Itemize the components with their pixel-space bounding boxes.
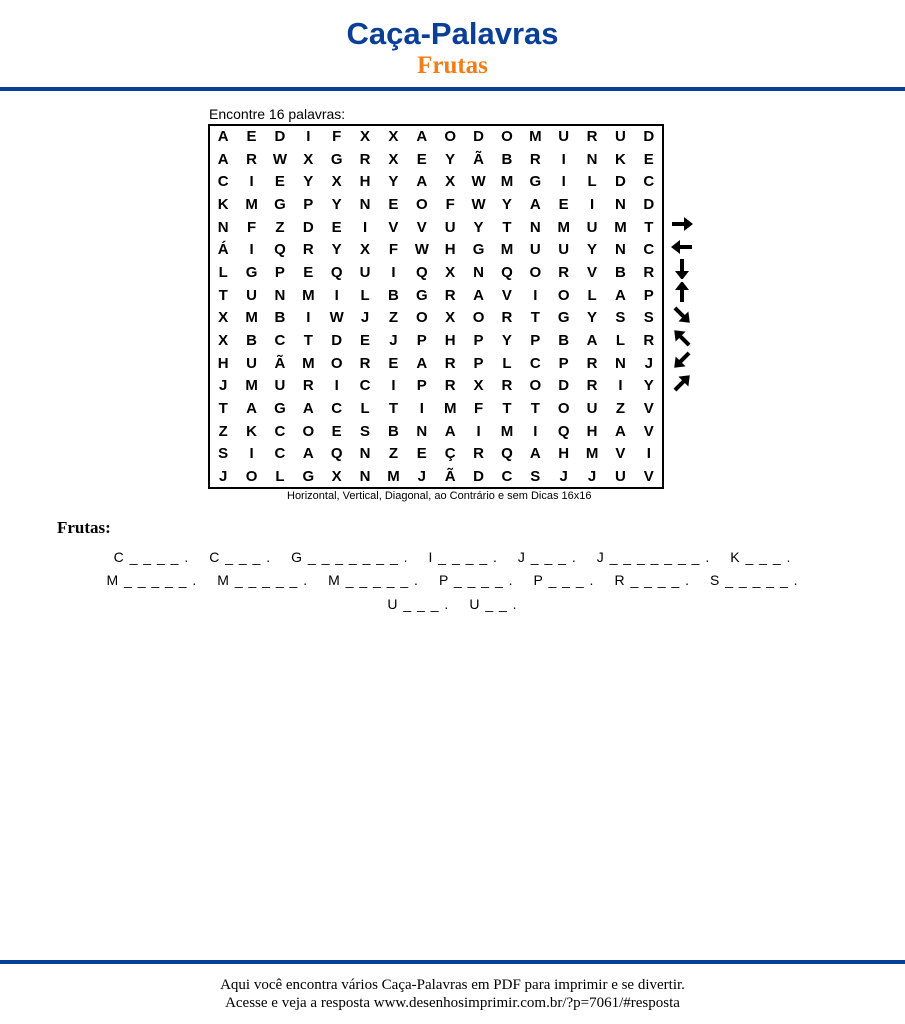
grid-cell[interactable]: J — [417, 468, 426, 486]
grid-cell[interactable]: R — [501, 377, 513, 395]
grid-cell[interactable]: C — [359, 377, 371, 395]
grid-cell[interactable]: X — [388, 150, 399, 168]
clue-word: K _ _ _ . — [730, 549, 792, 565]
grid-cell[interactable]: A — [586, 332, 598, 350]
grid-cell[interactable]: T — [303, 332, 313, 350]
grid-cell[interactable]: F — [445, 195, 455, 213]
grid-cell[interactable]: Q — [274, 241, 286, 259]
grid-cell[interactable]: R — [359, 150, 371, 168]
grid-cell[interactable]: E — [303, 263, 314, 281]
grid-cell[interactable]: G — [330, 150, 343, 168]
grid-cell[interactable]: L — [502, 354, 512, 372]
grid-cell[interactable]: Y — [501, 195, 512, 213]
grid-cell[interactable]: R — [444, 377, 456, 395]
page-title: Caça-Palavras — [346, 16, 559, 51]
grid-cell[interactable]: Y — [388, 173, 399, 191]
grid-cell[interactable]: D — [558, 377, 570, 395]
grid-cell[interactable]: Q — [501, 445, 513, 463]
grid-cell[interactable]: T — [644, 218, 654, 236]
grid-cell[interactable]: N — [615, 241, 626, 259]
grid-cell[interactable]: N — [586, 150, 598, 168]
word-search-grid — [209, 125, 663, 488]
grid-cell[interactable]: B — [388, 286, 399, 304]
grid-cell[interactable]: J — [587, 468, 597, 486]
grid-cell[interactable]: N — [359, 195, 371, 213]
grid-cell[interactable]: V — [643, 468, 654, 486]
grid-cell[interactable]: M — [529, 127, 542, 145]
clue-word: P _ _ _ . — [533, 572, 595, 588]
grid-cell[interactable]: C — [274, 332, 286, 350]
grid-cell[interactable]: Y — [331, 241, 342, 259]
grid-cell[interactable]: E — [558, 195, 569, 213]
grid-cell[interactable]: M — [500, 241, 514, 259]
clue-word: J _ _ _ . — [517, 549, 577, 565]
grid-cell[interactable]: R — [586, 127, 598, 145]
grid-cell[interactable]: A — [246, 400, 257, 418]
grid-cell[interactable]: B — [246, 332, 257, 350]
grid-cell[interactable]: G — [415, 286, 428, 304]
grid-cell[interactable]: N — [416, 422, 428, 440]
grid-cell[interactable]: T — [502, 218, 512, 236]
grid-cell[interactable]: N — [473, 263, 484, 281]
grid-cell[interactable]: F — [388, 241, 399, 259]
clue-line — [0, 571, 905, 589]
grid-cell[interactable]: X — [360, 241, 371, 259]
clue-line — [0, 595, 905, 613]
grid-cell[interactable]: I — [533, 422, 538, 440]
grid-cell[interactable]: U — [615, 127, 626, 145]
grid-cell[interactable]: H — [444, 241, 456, 259]
grid-cell[interactable]: I — [249, 241, 254, 259]
grid-cell[interactable]: Y — [303, 173, 314, 191]
grid-cell[interactable]: E — [388, 195, 399, 213]
grid-cell[interactable]: J — [389, 332, 398, 350]
grid-cell[interactable]: H — [586, 422, 598, 440]
grid-cell[interactable]: Z — [388, 445, 399, 463]
grid-cell[interactable]: Q — [330, 263, 343, 281]
clue-line — [0, 548, 905, 566]
grid-cell[interactable]: E — [274, 173, 285, 191]
page-subtitle: Frutas — [417, 52, 488, 79]
grid-cell[interactable]: E — [388, 354, 399, 372]
grid-cell[interactable]: I — [334, 377, 339, 395]
arrow-right-icon — [668, 214, 696, 234]
grid-cell[interactable]: F — [473, 400, 484, 418]
grid-cell[interactable]: Q — [415, 263, 428, 281]
grid-cell[interactable]: U — [586, 218, 598, 236]
grid-cell[interactable]: X — [331, 468, 342, 486]
grid-cell[interactable]: F — [246, 218, 257, 236]
grid-cell[interactable]: A — [473, 286, 484, 304]
grid-cell[interactable]: X — [473, 377, 484, 395]
grid-cell[interactable]: B — [274, 309, 286, 327]
grid-cell[interactable]: V — [615, 445, 626, 463]
grid-cell[interactable]: U — [246, 286, 257, 304]
grid-cell[interactable]: E — [246, 127, 257, 145]
grid-cell[interactable]: B — [558, 332, 570, 350]
grid-cell[interactable]: R — [643, 263, 655, 281]
grid-cell[interactable]: Ç — [444, 445, 456, 463]
grid-cell[interactable]: Z — [615, 400, 626, 418]
grid-cell[interactable]: G — [302, 468, 315, 486]
grid-cell[interactable]: V — [643, 422, 654, 440]
grid-cell[interactable]: A — [302, 400, 314, 418]
grid-cell[interactable]: A — [444, 422, 456, 440]
grid-cell[interactable]: Y — [587, 241, 598, 259]
grid-cell[interactable]: J — [559, 468, 568, 486]
grid-cell[interactable]: C — [217, 173, 229, 191]
grid-cell[interactable]: J — [360, 309, 370, 327]
grid-cell[interactable]: D — [615, 173, 626, 191]
grid-cell[interactable]: U — [558, 127, 570, 145]
grid-cell[interactable]: O — [302, 422, 315, 440]
arrow-up-right-icon — [668, 373, 696, 393]
grid-cell[interactable]: Z — [275, 218, 285, 236]
grid-cell[interactable]: X — [218, 332, 229, 350]
grid-cell[interactable]: R — [444, 354, 456, 372]
arrow-up-left-icon — [668, 328, 696, 348]
grid-cell[interactable]: O — [245, 468, 258, 486]
grid-cell[interactable]: X — [331, 173, 342, 191]
grid-cell[interactable]: O — [472, 309, 485, 327]
grid-cell[interactable]: I — [249, 445, 254, 463]
grid-cell[interactable]: S — [218, 445, 229, 463]
grid-cell[interactable]: P — [303, 195, 314, 213]
grid-cell[interactable]: I — [391, 377, 396, 395]
clue-word: I _ _ _ _ . — [428, 549, 498, 565]
grid-cell[interactable]: D — [473, 468, 484, 486]
grid-cell[interactable]: Y — [587, 309, 598, 327]
clue-word: U _ _ _ . — [387, 596, 450, 612]
grid-cell[interactable]: A — [615, 422, 626, 440]
grid-cell[interactable]: Y — [473, 218, 484, 236]
grid-cell[interactable]: R — [586, 354, 598, 372]
footer-line-2: Acesse e veja a resposta www.desenhosimprimir.com.br/?p=7061/#resposta — [225, 995, 680, 1011]
grid-cell[interactable]: V — [587, 263, 598, 281]
grid-cell[interactable]: M — [245, 309, 258, 327]
grid-cell[interactable]: N — [274, 286, 286, 304]
grid-cell[interactable]: M — [443, 400, 457, 418]
grid-cell[interactable]: W — [329, 309, 344, 327]
grid-cell[interactable]: Q — [330, 445, 343, 463]
grid-cell[interactable]: I — [419, 400, 424, 418]
grid-cell[interactable]: C — [274, 422, 286, 440]
clue-word: C _ _ _ . — [209, 549, 272, 565]
grid-cell[interactable]: C — [331, 400, 343, 418]
grid-cell[interactable]: A — [302, 445, 314, 463]
arrow-down-icon — [668, 259, 696, 279]
grid-cell[interactable]: N — [615, 195, 626, 213]
grid-cell[interactable]: U — [444, 218, 456, 236]
grid-cell[interactable]: X — [445, 309, 456, 327]
grid-cell[interactable]: P — [416, 332, 427, 350]
grid-cell[interactable]: U — [246, 354, 257, 372]
grid-cell[interactable]: G — [472, 241, 485, 259]
grid-cell[interactable]: Q — [557, 422, 570, 440]
grid-cell[interactable]: U — [529, 241, 541, 259]
grid-cell[interactable]: I — [561, 150, 566, 168]
clue-word: M _ _ _ _ _ . — [328, 572, 419, 588]
grid-cell[interactable]: D — [302, 218, 314, 236]
grid-cell[interactable]: R — [302, 377, 314, 395]
grid-cell[interactable]: S — [643, 309, 654, 327]
clue-word: M _ _ _ _ _ . — [217, 572, 309, 588]
grid-cell[interactable]: G — [274, 195, 286, 213]
grid-cell[interactable]: A — [416, 127, 428, 145]
clue-word: R _ _ _ _ . — [614, 572, 691, 588]
grid-cell[interactable]: O — [529, 263, 542, 281]
grid-cell[interactable]: U — [274, 377, 286, 395]
grid-cell[interactable]: X — [388, 127, 399, 145]
grid-cell[interactable]: U — [558, 241, 570, 259]
grid-cell[interactable]: P — [416, 377, 427, 395]
grid-cell[interactable]: L — [218, 263, 228, 281]
arrow-left-icon — [668, 237, 696, 257]
grid-cell[interactable]: X — [445, 173, 456, 191]
grid-cell[interactable]: J — [219, 468, 228, 486]
grid-cell[interactable]: I — [561, 173, 566, 191]
grid-cell[interactable]: D — [473, 127, 484, 145]
clue-word: P _ _ _ _ . — [438, 572, 514, 588]
grid-cell[interactable]: Y — [445, 150, 456, 168]
arrow-down-left-icon — [668, 350, 696, 370]
grid-cell[interactable]: R — [444, 286, 456, 304]
grid-cell[interactable]: I — [249, 173, 254, 191]
grid-cell[interactable]: D — [274, 127, 286, 145]
arrow-down-right-icon — [668, 305, 696, 325]
grid-cell[interactable]: V — [643, 400, 654, 418]
grid-cell[interactable]: E — [416, 150, 427, 168]
grid-cell[interactable]: R — [501, 309, 513, 327]
bottom-divider — [0, 960, 905, 964]
grid-cell[interactable]: P — [274, 263, 285, 281]
grid-cell[interactable]: P — [558, 354, 569, 372]
grid-cell[interactable]: O — [557, 286, 570, 304]
grid-cell[interactable]: R — [473, 445, 484, 463]
grid-cell[interactable]: C — [529, 354, 541, 372]
grid-cell[interactable]: G — [529, 173, 542, 191]
grid-cell[interactable]: Á — [217, 241, 229, 259]
grid-cell[interactable]: A — [416, 354, 428, 372]
grid-cell[interactable]: I — [533, 286, 538, 304]
grid-cell[interactable]: J — [644, 354, 653, 372]
grid-cell[interactable]: C — [643, 173, 655, 191]
grid-cell[interactable]: E — [416, 445, 427, 463]
grid-cell[interactable]: K — [615, 150, 626, 168]
grid-cell[interactable]: I — [306, 127, 311, 145]
grid-cell[interactable]: O — [415, 195, 428, 213]
grid-cell[interactable]: L — [615, 332, 626, 350]
grid-cell[interactable]: U — [615, 468, 626, 486]
grid-cell[interactable]: O — [415, 309, 428, 327]
grid-cell[interactable]: O — [529, 377, 542, 395]
grid-cell[interactable]: T — [530, 309, 540, 327]
grid-cell[interactable]: A — [615, 286, 626, 304]
grid-cell[interactable]: R — [302, 241, 314, 259]
grid-cell[interactable]: N — [359, 445, 371, 463]
grid-cell[interactable]: A — [529, 195, 541, 213]
grid-cell[interactable]: O — [444, 127, 457, 145]
grid-cell[interactable]: V — [388, 218, 399, 236]
clues-title: Frutas: — [57, 518, 111, 537]
grid-cell[interactable]: L — [587, 173, 597, 191]
grid-cell[interactable]: B — [615, 263, 626, 281]
grid-cell[interactable]: R — [558, 263, 570, 281]
top-divider — [0, 87, 905, 91]
grid-cell[interactable]: Y — [501, 332, 512, 350]
grid-cell[interactable]: D — [331, 332, 343, 350]
grid-cell[interactable]: V — [416, 218, 427, 236]
grid-cell[interactable]: O — [557, 400, 570, 418]
grid-cell[interactable]: T — [218, 400, 228, 418]
grid-cell[interactable]: Y — [331, 195, 342, 213]
grid-cell[interactable]: T — [388, 400, 399, 418]
puzzle-instruction: Encontre 16 palavras: — [209, 106, 346, 122]
grid-cell[interactable]: D — [643, 127, 655, 145]
grid-cell[interactable]: Ã — [444, 468, 456, 486]
grid-cell[interactable]: Q — [501, 263, 513, 281]
grid-cell[interactable]: E — [643, 150, 654, 168]
grid-cell[interactable]: Z — [218, 422, 228, 440]
grid-cell[interactable]: H — [558, 445, 570, 463]
arrow-up-icon — [668, 282, 696, 302]
grid-cell[interactable]: S — [530, 468, 541, 486]
clue-word: C _ _ _ _ . — [113, 549, 190, 565]
grid-cell[interactable]: L — [360, 286, 370, 304]
grid-cell[interactable]: T — [502, 400, 512, 418]
clue-word: S _ _ _ _ _ . — [710, 572, 799, 588]
grid-cell[interactable]: R — [643, 332, 655, 350]
grid-cell[interactable]: M — [614, 218, 627, 236]
grid-cell[interactable]: N — [359, 468, 371, 486]
grid-cell[interactable]: H — [444, 332, 456, 350]
grid-cell[interactable]: V — [501, 286, 512, 304]
grid-cell[interactable]: M — [245, 195, 258, 213]
grid-cell[interactable]: G — [557, 309, 570, 327]
grid-cell[interactable]: I — [646, 445, 651, 463]
grid-cell[interactable]: M — [302, 354, 315, 372]
grid-cell[interactable]: O — [501, 127, 513, 145]
grid-cell[interactable]: H — [359, 173, 371, 191]
grid-cell[interactable]: A — [529, 445, 541, 463]
grid-caption: Horizontal, Vertical, Diagonal, ao Contrário e sem Dicas 16x16 — [287, 490, 592, 502]
grid-cell[interactable]: M — [302, 286, 315, 304]
grid-cell[interactable]: P — [473, 332, 484, 350]
grid-cell[interactable]: Ã — [274, 354, 286, 372]
grid-cell[interactable]: R — [586, 377, 598, 395]
grid-cell[interactable]: I — [391, 263, 396, 281]
grid-cell[interactable]: P — [530, 332, 541, 350]
grid-cell[interactable]: I — [476, 422, 481, 440]
grid-cell[interactable]: E — [331, 218, 342, 236]
grid-cell[interactable]: W — [471, 173, 486, 191]
grid-cell[interactable]: G — [274, 400, 286, 418]
grid-cell[interactable]: X — [360, 127, 371, 145]
grid-cell[interactable]: R — [246, 150, 257, 168]
footer-line-1: Aqui você encontra vários Caça-Palavras em PDF para imprimir e se divertir. — [220, 977, 685, 993]
grid-cell[interactable]: H — [217, 354, 229, 372]
clue-word: J _ _ _ _ _ _ _ . — [596, 549, 711, 565]
grid-cell[interactable]: S — [360, 422, 371, 440]
grid-cell[interactable]: I — [362, 218, 368, 236]
grid-cell[interactable]: Z — [388, 309, 399, 327]
grid-cell[interactable]: L — [587, 286, 597, 304]
grid-cell[interactable]: P — [643, 286, 654, 304]
clue-word: U _ _ . — [469, 596, 518, 612]
grid-cell[interactable]: N — [615, 354, 626, 372]
grid-cell[interactable]: C — [643, 241, 655, 259]
grid-cell[interactable]: M — [500, 422, 514, 440]
grid-cell[interactable]: M — [387, 468, 400, 486]
clue-word: G _ _ _ _ _ _ _ . — [291, 549, 409, 565]
grid-cell[interactable]: D — [643, 195, 655, 213]
grid-cell[interactable]: W — [272, 150, 288, 168]
grid-cell[interactable]: B — [388, 422, 399, 440]
grid-cell[interactable]: W — [471, 195, 486, 213]
grid-cell[interactable]: Y — [643, 377, 654, 395]
grid-cell[interactable]: I — [618, 377, 623, 395]
grid-cell[interactable]: G — [245, 263, 258, 281]
grid-cell[interactable]: M — [557, 218, 570, 236]
grid-cell[interactable]: W — [414, 241, 429, 259]
grid-cell[interactable]: B — [501, 150, 513, 168]
grid-cell[interactable]: C — [274, 445, 286, 463]
grid-cell[interactable]: R — [359, 354, 371, 372]
grid-cell[interactable]: E — [331, 422, 342, 440]
grid-cell[interactable]: A — [217, 150, 229, 168]
grid-cell[interactable]: X — [303, 150, 314, 168]
grid-cell[interactable]: K — [217, 195, 229, 213]
grid-cell[interactable]: M — [245, 377, 258, 395]
grid-cell[interactable]: N — [217, 218, 229, 236]
grid-cell[interactable]: C — [501, 468, 513, 486]
grid-cell[interactable]: I — [306, 309, 311, 327]
grid-cell[interactable]: U — [586, 400, 598, 418]
grid-cell[interactable]: K — [246, 422, 257, 440]
grid-cell[interactable]: O — [330, 354, 343, 372]
grid-cell[interactable]: R — [529, 150, 541, 168]
grid-cell[interactable]: A — [416, 173, 428, 191]
grid-cell[interactable]: X — [218, 309, 229, 327]
grid-cell[interactable]: Ã — [473, 150, 484, 168]
clue-word: M _ _ _ _ _ . — [106, 572, 198, 588]
grid-cell[interactable]: X — [445, 263, 456, 281]
grid-cell[interactable]: S — [615, 309, 626, 327]
grid-cell[interactable]: T — [218, 286, 228, 304]
grid-cell[interactable]: P — [473, 354, 484, 372]
grid-cell[interactable]: M — [585, 445, 599, 463]
grid-cell[interactable]: A — [217, 127, 229, 145]
grid-cell[interactable]: F — [332, 127, 342, 145]
grid-cell[interactable]: T — [530, 400, 540, 418]
grid-cell[interactable]: J — [219, 377, 228, 395]
grid-cell[interactable]: U — [359, 263, 371, 281]
grid-cell[interactable]: N — [529, 218, 541, 236]
grid-cell[interactable]: I — [334, 286, 339, 304]
grid-cell[interactable]: E — [360, 332, 371, 350]
grid-cell[interactable]: I — [589, 195, 595, 213]
grid-cell[interactable]: M — [500, 173, 514, 191]
grid-cell[interactable]: L — [275, 468, 285, 486]
grid-cell[interactable]: L — [360, 400, 370, 418]
